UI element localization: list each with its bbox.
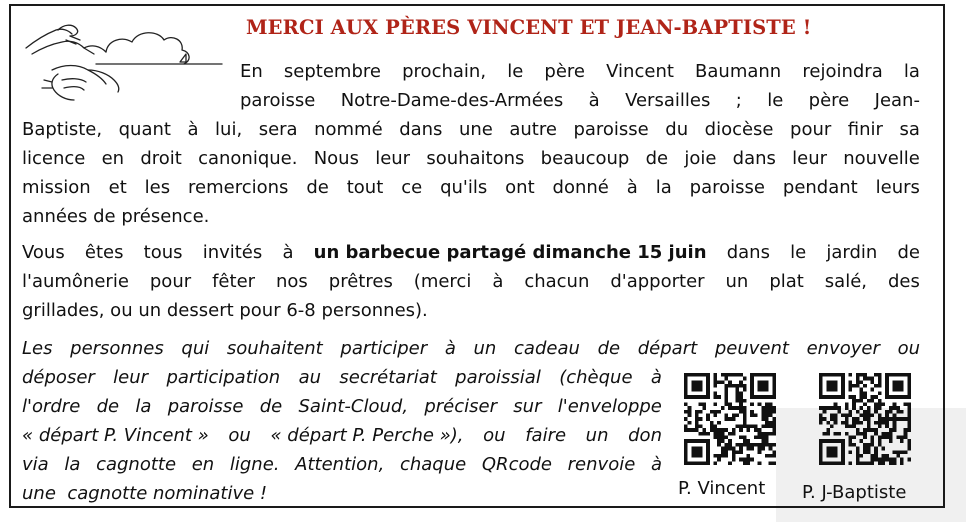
word: dans [732, 148, 776, 169]
word: nommé [314, 119, 383, 140]
word: leurs [875, 177, 920, 198]
para3-line6: une cagnotte nominative ! [22, 483, 268, 504]
word: joie [684, 148, 717, 169]
word: faire [525, 425, 567, 446]
word: Vincent [606, 61, 674, 82]
word: ligne. [229, 454, 280, 475]
word: la [903, 61, 920, 82]
word: ; [735, 90, 742, 111]
word: cadeau [514, 338, 580, 359]
para2-line3: grillades, ou un dessert pour 6-8 personnes). [22, 300, 428, 321]
word: à [187, 119, 199, 140]
word: diocèse [704, 119, 774, 140]
word: remercions [188, 177, 289, 198]
para1-line6: années de présence. [22, 206, 210, 227]
word: septembre [283, 61, 381, 82]
word: de [96, 396, 120, 417]
word: finir [847, 119, 883, 140]
word: le [507, 61, 524, 82]
word: d'apporter [610, 271, 705, 292]
qr-code-vincent-icon[interactable] [684, 373, 776, 465]
word: l'ordre [22, 396, 81, 417]
word: du [665, 119, 689, 140]
word: Baumann [695, 61, 782, 82]
word: plat [769, 271, 804, 292]
para3-line5 [22, 450, 662, 479]
para1-line5 [22, 173, 920, 202]
word: la [655, 177, 672, 198]
word: lui, [215, 119, 243, 140]
page-title: MERCI AUX PÈRES VINCENT ET JEAN-BAPTISTE ! [246, 16, 812, 39]
word: quant [118, 119, 171, 140]
word: cagnotte [96, 454, 177, 475]
para2-line2 [22, 267, 920, 296]
praying-hands-illustration [22, 18, 232, 104]
word: de [897, 242, 920, 263]
word: peuvent [714, 338, 789, 359]
word: à [650, 367, 662, 388]
word: pendant [782, 177, 858, 198]
word: invités [202, 242, 263, 263]
word: Vous [22, 242, 65, 263]
word: dans [399, 119, 443, 140]
word: envoyer [806, 338, 880, 359]
word: au [298, 367, 322, 388]
word: souhaitent [226, 338, 323, 359]
word: beaucoup [540, 148, 630, 169]
word: souhaitons [426, 148, 525, 169]
word: ou [897, 338, 920, 359]
word: Attention, [295, 454, 385, 475]
word: sur [513, 396, 542, 417]
word: un [473, 338, 497, 359]
word: qu'ils [440, 177, 488, 198]
word: paroisse [689, 177, 765, 198]
word: la [64, 454, 81, 475]
para1-line2 [240, 86, 920, 115]
word: et [108, 177, 127, 198]
word: à [588, 90, 600, 111]
word: à [650, 454, 662, 475]
word: paroisse [240, 90, 316, 111]
word: paroisse [167, 396, 244, 417]
word: canonique. [198, 148, 298, 169]
word: l'aumônerie [22, 271, 129, 292]
word: à [282, 242, 294, 263]
word: paroissial [455, 367, 541, 388]
word: pour [149, 271, 192, 292]
word: paroisse [573, 119, 649, 140]
word: Baptiste, [22, 119, 103, 140]
word: les [144, 177, 171, 198]
word: pour [790, 119, 832, 140]
barbecue-highlight: un barbecue partagé dimanche 15 juin [313, 242, 707, 263]
word: l'enveloppe [557, 396, 662, 417]
word: le [790, 242, 807, 263]
word: Les [22, 338, 53, 359]
word: rejoindra [802, 61, 883, 82]
word: chacun [524, 271, 590, 292]
word: salé, [824, 271, 868, 292]
qr-caption-vincent: P. Vincent [678, 478, 766, 499]
word: une [458, 119, 493, 140]
word: « départ P. Perche »), [270, 425, 464, 446]
word: droit [140, 148, 182, 169]
word: donné [552, 177, 609, 198]
word: de [645, 148, 669, 169]
word: chaque [399, 454, 467, 475]
word: leur [113, 367, 149, 388]
word: participation [166, 367, 281, 388]
word: QRcode [481, 454, 552, 475]
word: sera [258, 119, 298, 140]
word: à [626, 177, 638, 198]
word: père [808, 90, 850, 111]
qr-caption-baptiste: P. J-Baptiste [802, 482, 907, 503]
word: qui [181, 338, 210, 359]
qr-code-baptiste-icon[interactable] [819, 373, 911, 465]
para2-line1 [22, 238, 920, 267]
word: prêtres [328, 271, 393, 292]
word: un [725, 271, 749, 292]
word: dans [726, 242, 770, 263]
word: Jean- [874, 90, 920, 111]
word: de [597, 338, 621, 359]
word: Versailles [625, 90, 711, 111]
word: Saint-Cloud, [298, 396, 409, 417]
word: jardin [826, 242, 878, 263]
word: leur [792, 148, 828, 169]
word: déposer [22, 367, 95, 388]
word: licence [22, 148, 86, 169]
word: (chèque [559, 367, 633, 388]
word: personnes [70, 338, 164, 359]
word: des [887, 271, 920, 292]
word: ou [483, 425, 506, 446]
para3-line1 [22, 334, 920, 363]
word: préciser [424, 396, 497, 417]
word: Nous [313, 148, 359, 169]
para3-line2 [22, 363, 662, 392]
word: à [444, 338, 456, 359]
word: à [492, 271, 504, 292]
word: secrétariat [339, 367, 437, 388]
word: départ [637, 338, 698, 359]
word: ce [401, 177, 423, 198]
word: en [101, 148, 125, 169]
word: ont [505, 177, 535, 198]
word: la [135, 396, 152, 417]
word: « départ P. Vincent » [22, 425, 209, 446]
word: un [585, 425, 609, 446]
word: En [240, 61, 263, 82]
word: père [544, 61, 585, 82]
word: participer [340, 338, 428, 359]
para1-line1 [240, 57, 920, 86]
word: nouvelle [843, 148, 920, 169]
word: sa [899, 119, 920, 140]
word: tout [346, 177, 384, 198]
word: don [628, 425, 662, 446]
word: mission [22, 177, 91, 198]
para1-line3 [22, 115, 920, 144]
word: (merci [413, 271, 472, 292]
para3-line4 [22, 421, 662, 450]
word: prochain, [402, 61, 487, 82]
word: via [22, 454, 49, 475]
word: de [259, 396, 283, 417]
word: nos [276, 271, 308, 292]
word: fêter [212, 271, 256, 292]
word: tous [143, 242, 183, 263]
word: le [767, 90, 784, 111]
word: de [306, 177, 329, 198]
word: Notre-Dame-des-Armées [340, 90, 564, 111]
para1-line4 [22, 144, 920, 173]
para3-line3 [22, 392, 662, 421]
word: renvoie [567, 454, 636, 475]
word: leur [375, 148, 411, 169]
word: ou [228, 425, 251, 446]
word: autre [509, 119, 557, 140]
word: êtes [84, 242, 124, 263]
word: en [191, 454, 215, 475]
